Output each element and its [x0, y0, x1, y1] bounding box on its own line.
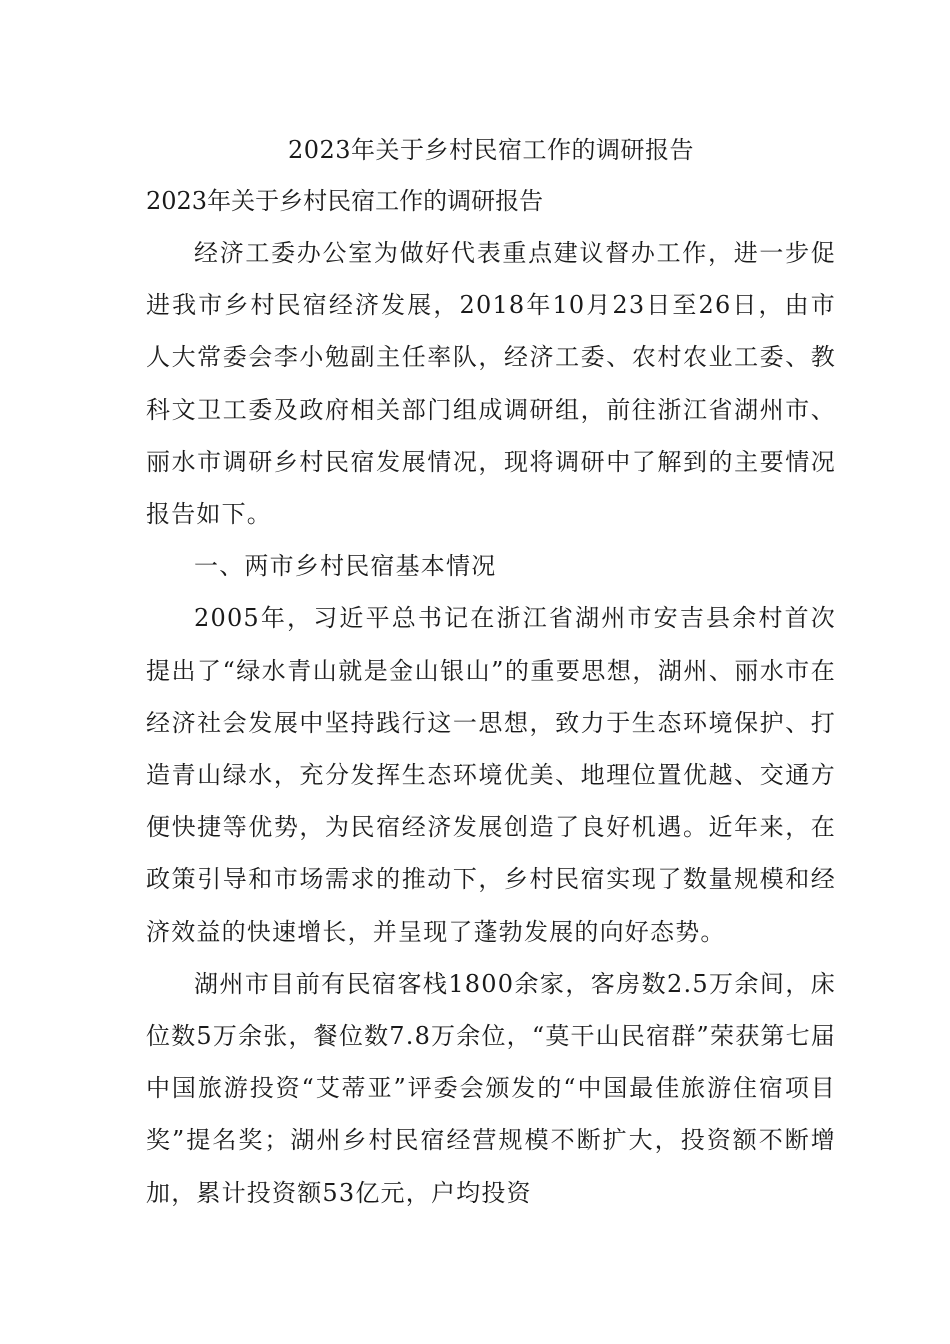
document-body	[146, 128, 836, 1219]
document-title: 2023年关于乡村民宿工作的调研报告	[287, 136, 695, 164]
paragraph-background: 2005年，习近平总书记在浙江省湖州市安吉县余村首次提出了“绿水青山就是金山银山”的重要思想，湖州、丽水市在经济社会发展中坚持践行这一思想，致力于生态环境保护、打造青山绿水，充分发挥生态环境优美、地理位置优越、交通方便快捷等优势，为民宿经济发展创造了良好机遇。近年来，在政策引导和市场需求的推动下，乡村民宿实现了数量规模和经济效益的快速增长，并呈现了蓬勃发展的向好态势。	[146, 604, 836, 946]
document-subtitle: 2023年关于乡村民宿工作的调研报告	[146, 187, 544, 215]
paragraph-huzhou: 湖州市目前有民宿客栈1800余家，客房数2.5万余间，床位数5万余张，餐位数7.8万余位，“莫干山民宿群”荣获第七届中国旅游投资“艾蒂亚”评委会颁发的“中国最佳旅游住宿项目奖”提名奖；湖州乡村民宿经营规模不断扩大，投资额不断增加，累计投资额53亿元，户均投资	[146, 969, 836, 1207]
paragraph-intro: 经济工委办公室为做好代表重点建议督办工作，进一步促进我市乡村民宿经济发展，2018年10月23日至26日，由市人大常委会李小勉副主任率队，经济工委、农村农业工委、教科文卫工委及政府相关部门组成调研组，前往浙江省湖州市、丽水市调研乡村民宿发展情况，现将调研中了解到的主要情况报告如下。	[146, 239, 836, 529]
section-heading-1: 一、两市乡村民宿基本情况	[194, 552, 497, 581]
